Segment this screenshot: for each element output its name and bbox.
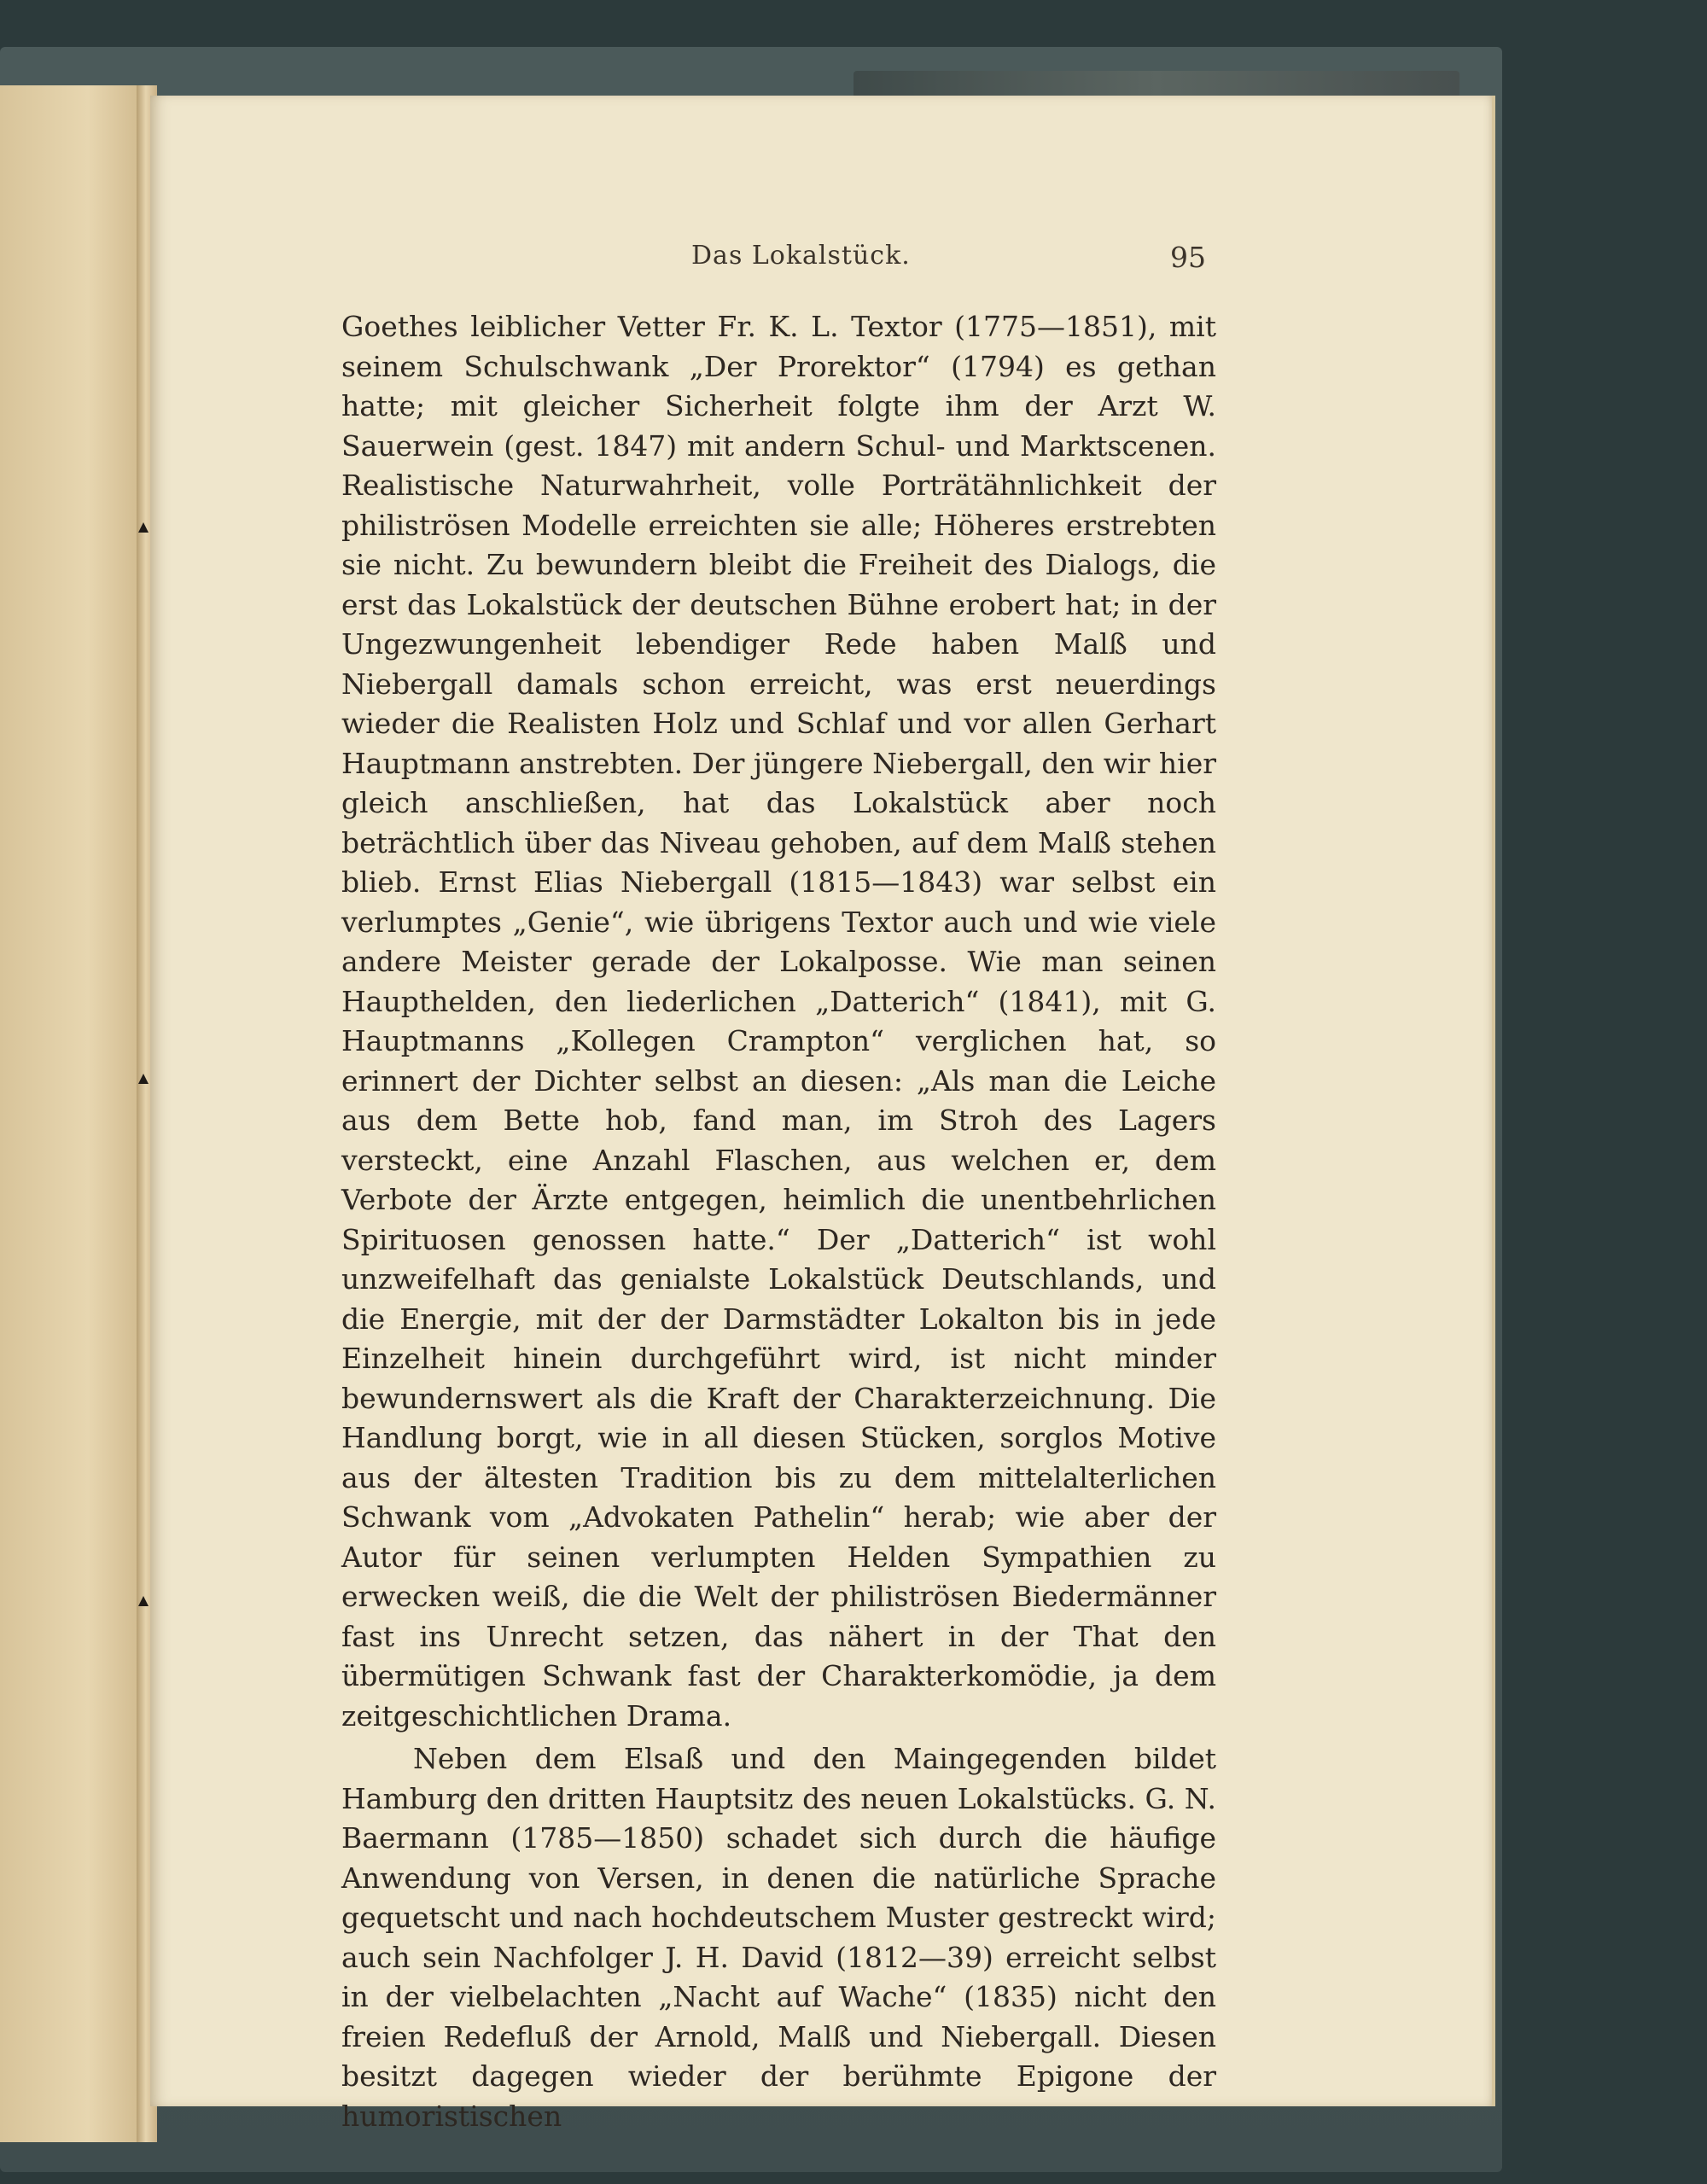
left-page-edge bbox=[0, 85, 147, 2142]
margin-mark bbox=[138, 522, 149, 533]
page-number: 95 bbox=[1170, 241, 1206, 274]
paragraph-2: Neben dem Elsaß und den Maingegenden bildet Hamburg den dritten Hauptsitz des neuen Lokalstücks. G. N. Baermann (1785—1850) schadet sich durch die häufige Anwendung von Versen, in denen die natürliche Sprache gequetscht und nach hochdeutschem Muster gestreckt wird; auch sein Nachfolger J. H. David (1812—39) erreicht selbst in der vielbelachten „Nacht auf Wache“ (1835) nicht den freien Redefluß der Arnold, Malß und Niebergall. Diesen besitzt dagegen wieder der berühmte Epigone der humoristischen bbox=[341, 1742, 1216, 2133]
page-header bbox=[341, 241, 1206, 283]
margin-mark bbox=[138, 1074, 149, 1084]
paragraph-1: Goethes leiblicher Vetter Fr. K. L. Textor (1775—1851), mit seinem Schulschwank „Der Prorektor“ (1794) es gethan hatte; mit gleicher Sicherheit folgte ihm der Arzt W. Sauerwein (gest. 1847) mit andern Schul- und Marktscenen. Realistische Naturwahrheit, volle Porträtähnlichkeit der philiströsen Modelle erreichten sie alle; Höheres erstrebten sie nicht. Zu bewundern bleibt die Freiheit des Dialogs, die erst das Lokalstück der deutschen Bühne erobert hat; in der Ungezwungenheit lebendiger Rede haben Malß und Niebergall damals schon erreicht, was erst neuerdings wieder die Realisten Holz und Schlaf und vor allen Gerhart Hauptmann anstrebten. Der jüngere Niebergall, den wir hier gleich anschließen, hat das Lokalstück aber noch beträchtlich über das Niveau gehoben, auf dem Malß stehen blieb. Ernst Elias Niebergall (1815—1843) war selbst ein verlumptes „Genie“, wie übrigens Textor auch und wie viele andere Meister gerade der Lokalposse. Wie man seinen Haupthelden, den liederlichen „Datterich“ (1841), mit G. Hauptmanns „Kollegen Crampton“ verglichen hat, so erinnert der Dichter selbst an diesen: „Als man die Leiche aus dem Bette hob, fand man, im Stroh des Lagers versteckt, eine Anzahl Flaschen, aus welchen er, dem Verbote der Ärzte entgegen, heimlich die unentbehrlichen Spirituosen genossen hatte.“ Der „Datterich“ ist wohl unzweifelhaft das genialste Lokalstück Deutschlands, und die Energie, mit der der Darmstädter Lokalton bis in jede Einzelheit hinein durchgeführt wird, ist nicht minder bewundernswert als die Kraft der Charakterzeichnung. Die Handlung borgt, wie in all diesen Stücken, sorglos Motive aus der ältesten Tradition bis zu dem mittelalterlichen Schwank vom „Advokaten Pathelin“ herab; wie aber der Autor für seinen verlumpten Helden Sympathien zu erwecken weiß, die die Welt der philiströsen Biedermänner fast ins Unrecht setzen, das nähert in der That den übermütigen Schwank fast der Charakterkomödie, ja dem zeitgeschichtlichen Drama. bbox=[341, 310, 1216, 1733]
running-title: Das Lokalstück. bbox=[691, 241, 911, 271]
margin-mark bbox=[138, 1596, 149, 1606]
body-text bbox=[341, 307, 1216, 2136]
